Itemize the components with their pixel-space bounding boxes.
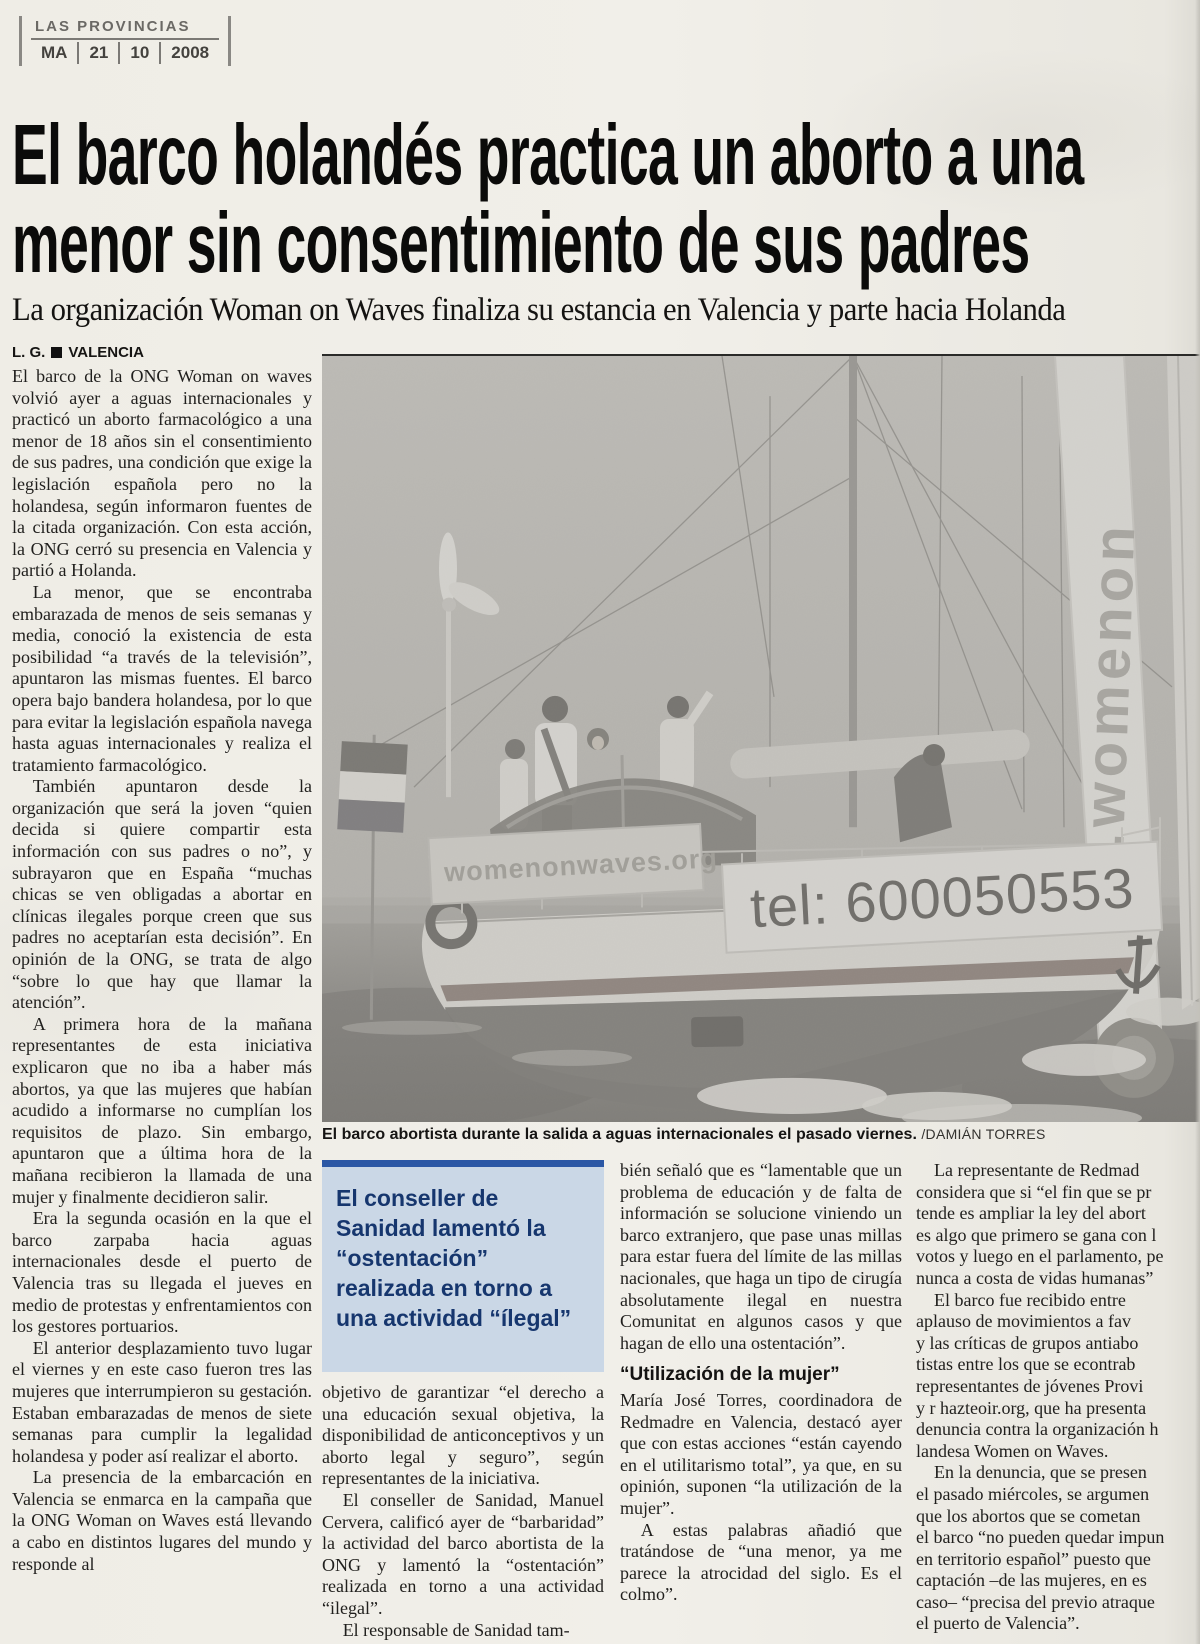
body-column-1 xyxy=(12,366,312,1575)
headline-line2: menor sin consentimiento de sus padres xyxy=(12,196,1030,291)
section-subhead: “Utilización de la mujer” xyxy=(620,1364,840,1386)
text-line: tistas entre los que se econtrab xyxy=(916,1354,1136,1375)
text-line: La menor, que se encontraba embarazada de menos de seis semanas y media, conoció la existencia de esta posibilidad “a través de la televisión”, apuntaron las mismas fuentes. El barco opera bajo bandera holandesa, por lo que para evitar la legislación española navega hasta aguas internacionales y realiza el tratamiento farmacológico. xyxy=(12,581,312,775)
text-line: objetivo de garantizar “el derecho a una educación sexual objetiva, la disponibilidad de anticonceptivos y un aborto legal y seguro”, según representantes de la iniciativa. xyxy=(322,1382,604,1489)
text-line: 10 xyxy=(118,42,159,64)
text-line: en territorio español” puesto que xyxy=(916,1548,1151,1569)
text-line: caso– “precisa del previo atraque xyxy=(916,1591,1155,1612)
text-line: El barco fue recibido entre xyxy=(916,1289,1126,1310)
text-line: María José Torres, coordinadora de Redmadre en Valencia, destacó ayer que con estas acciones “están cayendo en el utilitarismo total”, ya que, en su opinión, suponen “la utilización de la mujer”. xyxy=(620,1389,902,1518)
text-line: landesa Women on Waves. xyxy=(916,1440,1109,1461)
headline xyxy=(12,108,1196,291)
headline-line1: El barco holandés practica un aborto a una xyxy=(12,108,1084,203)
text-line: El responsable de Sanidad tam- xyxy=(342,1619,570,1640)
body-column-2 xyxy=(322,1382,604,1641)
text-line: aplauso de movimientos a fav xyxy=(916,1311,1131,1332)
pull-quote-box xyxy=(322,1160,604,1372)
text-line: el barco “no pueden quedar impun xyxy=(916,1527,1165,1548)
photo-grain-overlay xyxy=(322,356,1200,1122)
text-line: Era la segunda ocasión en la que el barco zarpaba hacia aguas internacionales desde el puerto de Valencia tras su llegada el jueves en medio de protestas y enfrentamientos con los gestores portuarios. xyxy=(12,1208,312,1337)
masthead xyxy=(12,16,238,66)
column3-part1 xyxy=(620,1160,902,1354)
byline-square-icon xyxy=(51,347,62,358)
text-line: El anterior desplazamiento tuvo lugar el viernes y en este caso fueron tres las mujeres que interrumpieron su gestación. Estaban embarazadas de menos de siete semanas para cumplir la legalidad holandesa y poder así realizar el aborto. xyxy=(12,1337,312,1466)
newspaper-name: LAS PROVINCIAS xyxy=(31,18,219,40)
subheadline: La organización Woman on Waves finaliza su estancia en Valencia y parte hacia Holanda xyxy=(12,292,1066,328)
pull-quote-text: El conseller de Sanidad lamentó la “ostentación” realizada en torno a una actividad “ílegal” xyxy=(336,1185,572,1331)
caption-credit: /DAMIÁN TORRES xyxy=(921,1126,1046,1142)
text-line: captación –de las mujeres, en es xyxy=(916,1570,1147,1591)
text-line: 2008 xyxy=(159,42,219,64)
body-column-3 xyxy=(620,1160,902,1606)
text-line: votos y luego en el parlamento, pe xyxy=(916,1246,1164,1267)
text-line: También apuntaron desde la organización que será la joven “quien decida si quiere compartir esta información con sus padres o no”, y subrayaron que en España “muchas chicas se ven obligadas a abortar en clínicas ilegales porque creen que sus padres no aceptarían esta decisión”. En opinión de la ONG, se trata de algo “sobre lo que hay que llamar la atención”. xyxy=(12,776,312,1013)
article-photo xyxy=(322,354,1200,1122)
text-line: y r hazteoir.org, que ha presenta xyxy=(916,1397,1147,1418)
text-line: La representante de Redmad xyxy=(916,1160,1140,1180)
text-line: El conseller de Sanidad, Manuel Cervera, calificó ayer de “barbaridad” la actividad del barco abortista de la ONG y lamentó la “ostentación” realizada en torno a una actividad “ilegal”. xyxy=(322,1489,604,1618)
text-line: El barco de la ONG Woman on waves volvió ayer a aguas internacionales y practicó un aborto farmacológico a una menor de 18 años sin el consentimiento de sus padres, una condición que exige la legislación española pero no la holandesa, según informaron fuentes de la citada organización. Con esta acción, la ONG cerró su presencia en Valencia y partió a Holanda. xyxy=(12,366,312,581)
text-line: y las críticas de grupos antiabo xyxy=(916,1332,1139,1353)
byline xyxy=(12,344,144,361)
text-line: nunca a costa de vidas humanas” xyxy=(916,1267,1154,1288)
caption-text: El barco abortista durante la salida a aguas internacionales el pasado viernes. xyxy=(322,1126,917,1143)
text-line: el pasado miércoles, se argumen xyxy=(916,1483,1150,1504)
text-line: considera que si “el fin que se pr xyxy=(916,1181,1152,1202)
column3-part2 xyxy=(620,1390,902,1606)
sailboat-photo-illustration xyxy=(322,356,1200,1122)
text-line: es algo que primero se gana con l xyxy=(916,1224,1157,1245)
text-line: 21 xyxy=(77,42,118,64)
text-line: tende es ampliar la ley del abort xyxy=(916,1203,1146,1224)
text-line: bién señaló que es “lamentable que un problema de educación y de falta de información se solucione viniendo un barco extranjero, que pase unas millas para estar fuera del límite de las millas nacionales, que haga un tipo de cirugía absolutamente ilegal en nuestra Comunitat en algunos casos y que hagan de ello una ostentación”. xyxy=(620,1160,902,1353)
text-line: MA xyxy=(41,43,68,62)
text-line: A primera hora de la mañana representantes de esta iniciativa explicaron que no iba a haber más abortos, ya que las mujeres que habían acudido a informarse no cumplían los requisitos de plazo. Sin embargo, apuntaron que a última hora de la mañana recibieron la llamada de una mujer y finalmente decidieron salir. xyxy=(12,1013,312,1207)
masthead-right-bar xyxy=(228,16,231,66)
text-line: La presencia de la embarcación en Valencia se enmarca en la campaña que la ONG Woman on Waves está llevando a cabo en distintos lugares del mundo y responde al xyxy=(12,1467,312,1574)
text-line: el puerto de Valencia”. xyxy=(916,1613,1080,1634)
byline-location: VALENCIA xyxy=(68,344,144,361)
text-line: A estas palabras añadió que tratándose de “una menor, ya me parece la atrocidad del siglo. Es el colmo”. xyxy=(620,1519,902,1605)
photo-caption xyxy=(322,1126,1200,1144)
text-line: denuncia contra la organización h xyxy=(916,1419,1159,1440)
scan-edge-shade xyxy=(1195,0,1200,1644)
text-line: representantes de jóvenes Provi xyxy=(916,1375,1144,1396)
text-line: que los abortos que se cometan xyxy=(916,1505,1141,1526)
text-line: En la denuncia, que se presen xyxy=(916,1462,1147,1483)
masthead-left-bar xyxy=(19,16,22,66)
body-column-4 xyxy=(916,1160,1200,1635)
masthead-date xyxy=(31,42,219,64)
byline-author: L. G. xyxy=(12,344,46,361)
